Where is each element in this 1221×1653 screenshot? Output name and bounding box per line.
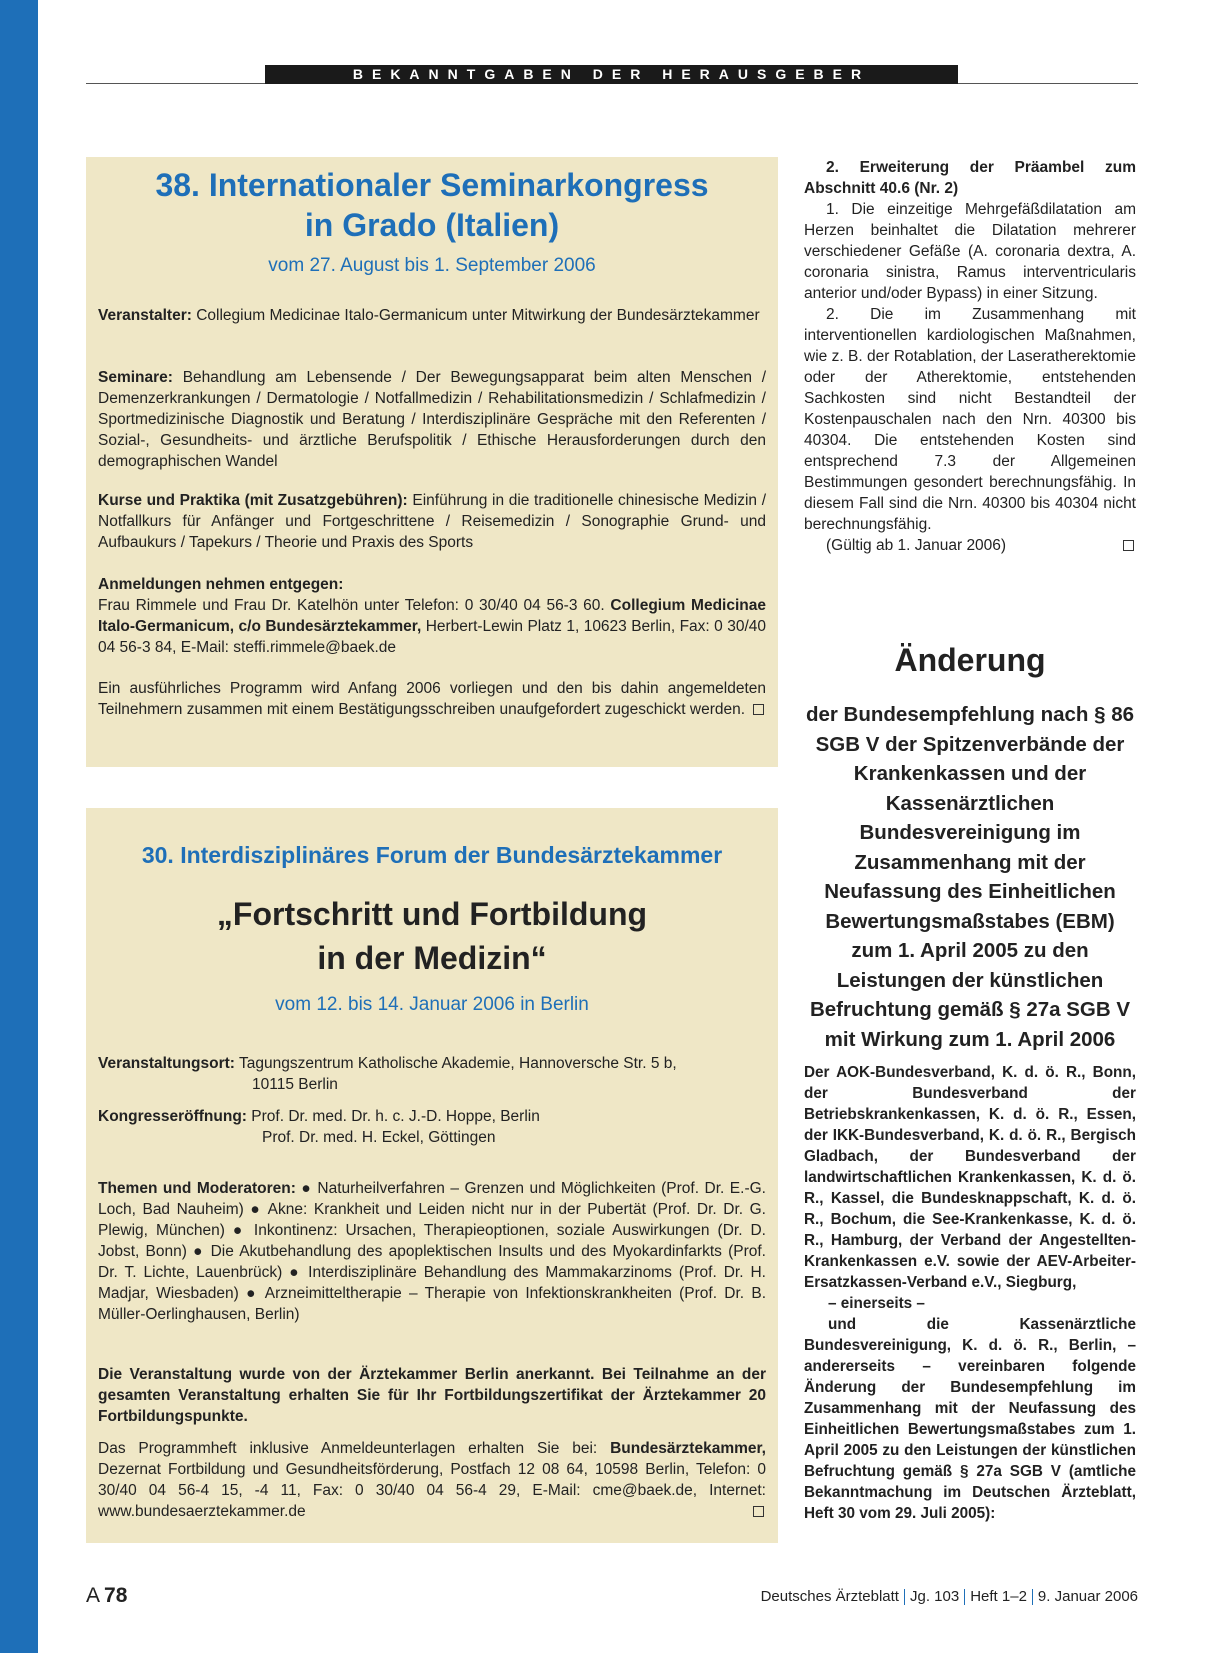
forum-title-line1: „Fortschritt und Fortbildung <box>216 896 648 932</box>
themen-text: ● Naturheilverfahren – Grenzen und Möglichkeiten (Prof. Dr. E.-G. Loch, Bad Nauheim) ● Akne: Krankheit und Leiden nicht nur in der Pubertät (Prof. Dr. Dr. G. Plewig, München) ● Inkontinenz: Ursachen, Therapieoptionen, soziale Auswirkungen (Dr. D. Jobst, Bonn) ● Die Akutbehandlung des apoplektischen Insults und des Myokardinfarkts (Prof. Dr. T. Lichte, Lauenbrück) ● Interdisziplinäre Behandlung des Mammakarzinoms (Prof. Dr. H. Madjar, Wiesbaden) ● Arzneimitteltherapie – Therapie von Infektionskrankheiten (Prof. Dr. B. Müller-Oerlinghausen, Berlin) <box>98 1180 766 1323</box>
forum-box <box>86 808 778 1543</box>
ort-line2: 10115 Berlin <box>252 1076 338 1093</box>
end-mark-icon <box>1123 540 1134 551</box>
aenderung-title: Änderung <box>894 642 1046 678</box>
seminar-programm <box>98 678 766 720</box>
anmeldung-text2: Herbert-Lewin Platz 1, 10623 Berlin, Fax: 0 30/40 04 56-3 84, E-Mail: steffi.rimmele@baek.de <box>98 618 766 656</box>
anmeldung-text1: Frau Rimmele und Frau Dr. Katelhön unter Telefon: 0 30/40 04 56-3 60. <box>98 597 611 614</box>
footer-separator <box>964 1589 965 1605</box>
footer-separator <box>904 1589 905 1605</box>
forum-ort <box>98 1053 766 1095</box>
journal-issue: Heft 1–2 <box>970 1588 1027 1605</box>
seminare-label: Seminare: <box>98 369 173 386</box>
anmeldung-bold: Collegium Medicinae Italo-Germanicum, c/o Bundesärztekammer, <box>98 597 766 635</box>
veranstalter-label: Veranstalter: <box>98 307 192 324</box>
page-number <box>86 1584 127 1608</box>
section-header: BEKANNTGABEN DER HERAUSGEBER <box>265 65 958 84</box>
eroeffnung-line1: Prof. Dr. med. Dr. h. c. J.-D. Hoppe, Berlin <box>246 1108 540 1125</box>
veranstalter-text: Collegium Medicinae Italo-Germanicum unter Mitwirkung der Bundesärztekammer <box>191 307 760 324</box>
seminar-dates: vom 27. August bis 1. September 2006 <box>268 255 596 276</box>
seminar-programm-text: Ein ausführliches Programm wird Anfang 2006 vorliegen und den bis dahin angemeldeten Teilnehmern zusammen mit einem Bestätigungsschreiben unaufgefordert zugeschickt werden. <box>98 680 766 718</box>
ort-line1: Tagungszentrum Katholische Akademie, Hannoversche Str. 5 b, <box>234 1055 677 1072</box>
seminar-title-line2: in Grado (Italien) <box>304 207 560 243</box>
seminar-veranstalter <box>98 305 766 326</box>
journal-footer <box>761 1588 1138 1605</box>
end-mark-icon <box>753 1506 764 1517</box>
forum-themen <box>98 1178 766 1325</box>
forum-dates: vom 12. bis 14. Januar 2006 in Berlin <box>275 994 589 1015</box>
forum-anerkannt: Die Veranstaltung wurde von der Ärztekammer Berlin anerkannt. Bei Teilnahme an der gesamten Veranstaltung erhalten Sie für Ihr Fortbildungszertifikat der Ärztekammer 20 Fortbildungspunkte. <box>98 1366 766 1425</box>
journal-volume: Jg. 103 <box>909 1588 960 1605</box>
footer-separator <box>1032 1589 1033 1605</box>
journal-name: Deutsches Ärzteblatt <box>760 1588 899 1605</box>
forum-programm-bold: Bundesärztekammer, <box>610 1440 766 1457</box>
seminar-title-line1: 38. Internationaler Seminarkongress <box>155 167 709 203</box>
journal-date: 9. Januar 2006 <box>1037 1588 1138 1605</box>
end-mark-icon <box>753 704 764 715</box>
gueltig-line <box>804 535 1136 556</box>
aenderung-subtitle: der Bundesempfehlung nach § 86 SGB V der Spitzenverbände der Krankenkassen und der Kassenärztlichen Bundesvereinigung im Zusammenhang mit der Neufassung des Einheitlichen Bewertungsmaßstabes (EBM) zum 1. April 2005 zu den Leistungen der künstlichen Befruchtung gemäß § 27a SGB V mit Wirkung zum 1. April 2006 <box>805 703 1135 1051</box>
forum-programm <box>98 1438 766 1522</box>
forum-heading: 30. Interdisziplinäres Forum der Bundesärztekammer <box>141 842 723 868</box>
forum-eroeffnung <box>98 1106 766 1148</box>
page-prefix: A <box>86 1584 101 1607</box>
seminare-text: Behandlung am Lebensende / Der Bewegungsapparat beim alten Menschen / Demenzerkrankungen / Dermatologie / Notfallmedizin / Rehabilitationsmedizin / Schlafmedizin / Sportmedizinische Diagnostik und Beratung / Interdisziplinäre Gespräche mit den Referenten / Sozial-, Gesundheits- und ärztliche Berufspolitik / Ethische Herausforderungen durch den demographischen Wandel <box>98 369 766 470</box>
seminar-title <box>86 165 778 245</box>
eroeffnung-label: Kongresseröffnung: <box>98 1108 247 1125</box>
einerseits: – einerseits – <box>828 1295 925 1312</box>
kurse-label: Kurse und Praktika (mit Zusatzgebühren): <box>98 492 408 509</box>
kurse-text: Einführung in die traditionelle chinesische Medizin / Notfallkurs für Anfänger und Fortgeschrittene / Reisemedizin / Sonographie Grund- und Aufbaukurs / Tapekurs / Theorie und Praxis des Sports <box>98 492 766 551</box>
praeambel-heading: 2. Erweiterung der Präambel zum Abschnitt 40.6 (Nr. 2) <box>804 159 1136 197</box>
anmeldung-label: Anmeldungen nehmen entgegen: <box>98 576 344 593</box>
themen-label: Themen und Moderatoren: <box>98 1180 296 1197</box>
ort-label: Veranstaltungsort: <box>98 1055 235 1072</box>
praeambel-section <box>804 157 1136 556</box>
kbv-text: und die Kassenärztliche Bundesvereinigung, K. d. ö. R., Berlin, – andererseits – vereinbaren folgende Änderung der Bundesempfehlung im Zusammenhang mit der Neufassung des Einheitlichen Bewertungsmaßstabes zum 1. April 2005 zu den Leistungen der künstlichen Befruchtung gemäß § 27a SGB V (amtliche Bekanntmachung im Deutschen Ärzteblatt, Heft 30 vom 29. Juli 2005): <box>804 1316 1136 1522</box>
forum-programm-text1: Das Programmheft inklusive Anmeldeunterlagen erhalten Sie bei: <box>98 1440 611 1457</box>
praeambel-p1: 1. Die einzeitige Mehrgefäßdilatation am Herzen beinhaltet die Dilatation mehrerer verschiedener Gefäße (A. coronaria dextra, A. coronaria sinistra, Ramus interventricularis anterior und/oder Bypass) in einer Sitzung. <box>804 201 1136 302</box>
seminar-kurse <box>98 490 766 553</box>
forum-programm-text2: Dezernat Fortbildung und Gesundheitsförderung, Postfach 12 08 64, 10598 Berlin, Telefon: 0 30/40 04 56-4 15, -4 11, Fax: 0 30/40 04 56-4 29, E-Mail: cme@baek.de, Internet: www.bundesaerztekammer.de <box>98 1461 766 1520</box>
seminar-seminare <box>98 367 766 472</box>
eroeffnung-line2: Prof. Dr. med. H. Eckel, Göttingen <box>262 1129 496 1146</box>
praeambel-p2: 2. Die im Zusammenhang mit interventionellen kardiologischen Maßnahmen, wie z. B. der Rotablation, der Laseratherektomie oder der Atherektomie, entstehenden Sachkosten sind nicht Bestandteil der Kostenpauschalen nach den Nrn. 40300 bis 40304. Die entstehenden Kosten sind entsprechend 7.3 der Allgemeinen Bestimmungen gesondert berechnungsfähig. In diesem Fall sind die Nrn. 40300 bis 40304 nicht berechnungsfähig. <box>804 306 1136 533</box>
gueltig-text: (Gültig ab 1. Januar 2006) <box>826 537 1007 554</box>
left-color-bar <box>0 0 38 1653</box>
forum-title <box>86 892 778 980</box>
forum-title-line2: in der Medizin“ <box>317 940 547 976</box>
seminar-box <box>86 157 778 767</box>
seminar-anmeldung <box>98 574 766 658</box>
parteien-text: Der AOK-Bundesverband, K. d. ö. R., Bonn, der Bundesverband der Betriebskrankenkassen, K. d. ö. R., Essen, der IKK-Bundesverband, K. d. ö. R., Bergisch Gladbach, der Bundesverband der landwirtschaftlichen Krankenkassen, K. d. ö. R., Kassel, die Bundesknappschaft, K. d. ö. R., Bochum, die See-Krankenkasse, K. d. ö. R., Hamburg, der Verband der Angestellten-Krankenkassen e.V. sowie der AEV-Arbeiter-Ersatzkassen-Verband e.V., Siegburg, <box>804 1064 1136 1291</box>
page-number-value: 78 <box>104 1584 128 1607</box>
